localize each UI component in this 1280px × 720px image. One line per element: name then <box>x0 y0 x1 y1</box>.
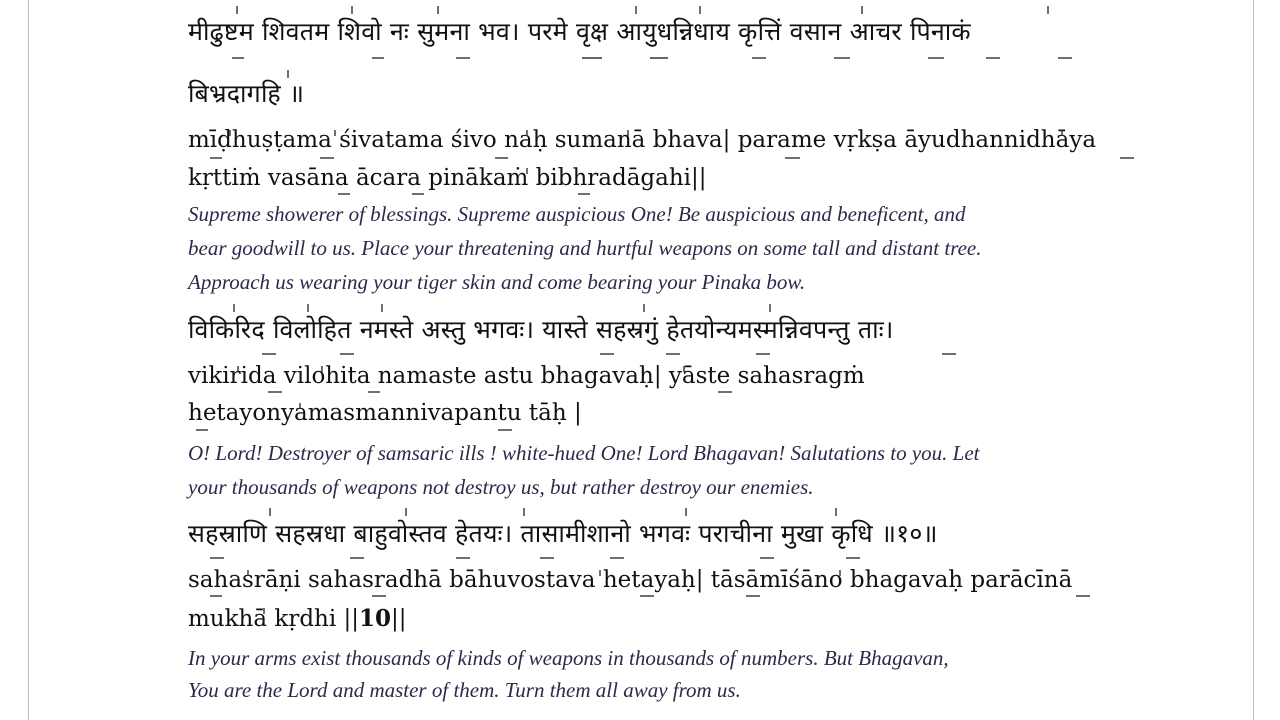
verse2-transliteration-line2: hetayonyamasmannivapantu tāḥ | <box>188 400 582 426</box>
verse1-devanagari-line2: बिभ्रदागहि ॥ <box>188 79 305 108</box>
verse1-translation-line1: Supreme showerer of blessings. Supreme auspicious One! Be auspicious and beneficent, and <box>188 202 966 226</box>
verse2-devanagari-line1: विकिरिद विलोहित नमस्ते अस्तु भगवः। यास्ते सहस्रगुं हेतयोन्यमस्मन्निवपन्तु ताः। <box>188 315 894 344</box>
verse1-transliteration-line1: mīḍhuṣṭama śivatama śivo naḥ sumanā bhava| parame vṛkṣa āyudhannidhāya <box>188 127 1097 153</box>
verse2-translation-line2: your thousands of weapons not destroy us, but rather destroy our enemies. <box>188 475 814 499</box>
verse3-devanagari-line1: सहस्राणि सहस्रधा बाहुवोस्तव हेतयः। तासामीशानो भगवः पराचीना मुखा कृधि ॥१०॥ <box>188 519 938 548</box>
verse1-devanagari-line1: मीढुष्टम शिवतम शिवो नः सुमना भव। परमे वृक्ष आयुधन्निधाय कृत्तिं वसान आचर पिनाकं <box>188 17 971 46</box>
verse3-transliteration-line2 <box>188 605 407 632</box>
verse2-transliteration-line1: vikirida vilohita namaste astu bhagavaḥ| yāste sahasragṁ <box>188 363 865 389</box>
verse-number: 10 <box>359 605 392 632</box>
verse3-translation-line1: In your arms exist thousands of kinds of weapons in thousands of numbers. But Bhagavan, <box>188 646 949 670</box>
verse1-translation-line3: Approach us wearing your tiger skin and come bearing your Pinaka bow. <box>188 270 806 294</box>
verse1-translation-line2: bear goodwill to us. Place your threatening and hurtful weapons on some tall and distant tree. <box>188 236 982 260</box>
verse2-translation-line1: O! Lord! Destroyer of samsaric ills ! white-hued One! Lord Bhagavan! Salutations to you. Let <box>188 441 980 465</box>
verse3-translit-suffix: || <box>391 606 407 632</box>
verse3-translation-line2: You are the Lord and master of them. Turn them all away from us. <box>188 678 741 702</box>
verse1-transliteration-line2: kṛttiṁ vasāna ācara pinākaṁ bibhradāgahi|| <box>188 165 707 191</box>
verse3-translit-prefix: mukhā kṛdhi || <box>188 606 360 632</box>
verse3-transliteration-line1: sahasrāṇi sahasradhā bāhuvostava hetayaḥ| tāsāmīśāno bhagavaḥ parācīnā <box>188 567 1073 593</box>
